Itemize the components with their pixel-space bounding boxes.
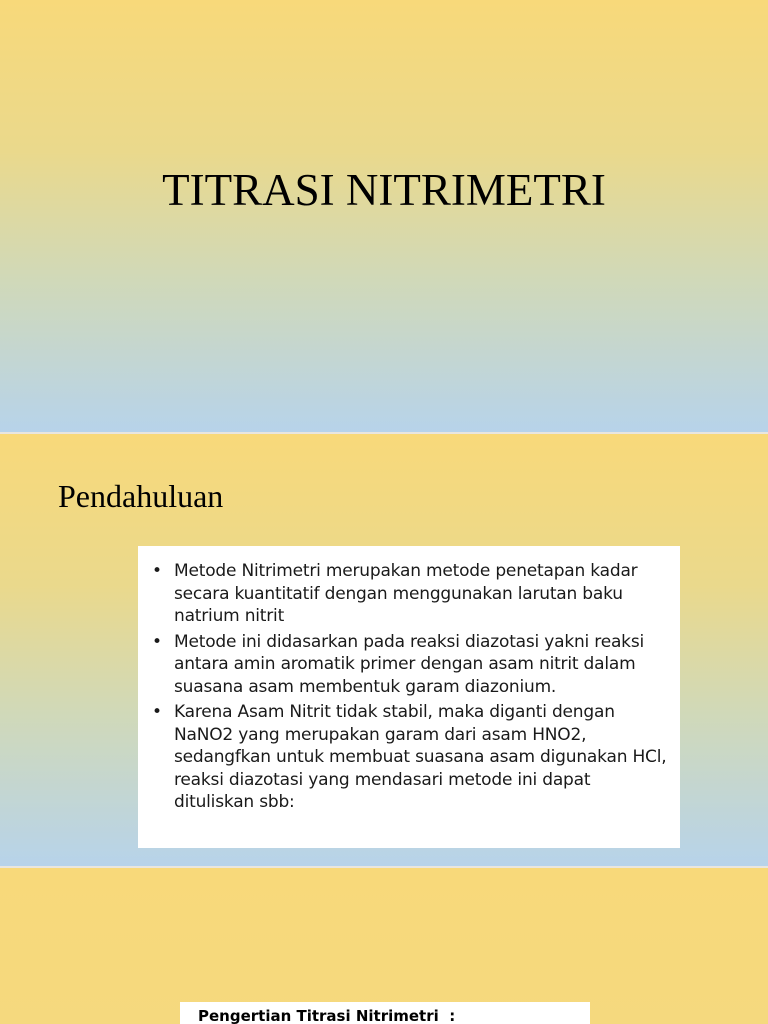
bullet-list [150, 560, 672, 814]
bullet-icon: • [152, 561, 162, 581]
bullet-item [150, 701, 672, 814]
bullet-text: Metode ini didasarkan pada reaksi diazotasi yakni reaksi antara amin aromatik primer dengan asam nitrit dalam suasana asam membentuk garam diazonium. [174, 631, 645, 697]
section-heading: Pendahuluan [58, 478, 224, 514]
bullet-item [150, 560, 672, 628]
definition-label: Pengertian Titrasi Nitrimetri : [198, 1007, 456, 1024]
bullet-icon: • [152, 702, 162, 722]
bullet-text: Metode Nitrimetri merupakan metode penetapan kadar secara kuantitatif dengan menggunakan larutan baku natrium nitrit [174, 561, 638, 626]
label-box [180, 1002, 590, 1024]
bullet-text: Karena Asam Nitrit tidak stabil, maka diganti dengan NaNO2 yang merupakan garam dari asam HNO2, sedangfkan untuk membuat suasana asam digunakan HCl, reaksi diazotasi yang mendasari metode ini dapat dituliskan sbb: [174, 702, 667, 812]
slide-title-text: TITRASI NITRIMETRI [162, 165, 606, 215]
slide-definition [0, 868, 768, 1024]
slide-title [0, 0, 768, 432]
content-box [138, 546, 680, 848]
bullet-icon: • [152, 631, 162, 652]
slide-introduction [0, 434, 768, 866]
bullet-item [150, 631, 672, 699]
